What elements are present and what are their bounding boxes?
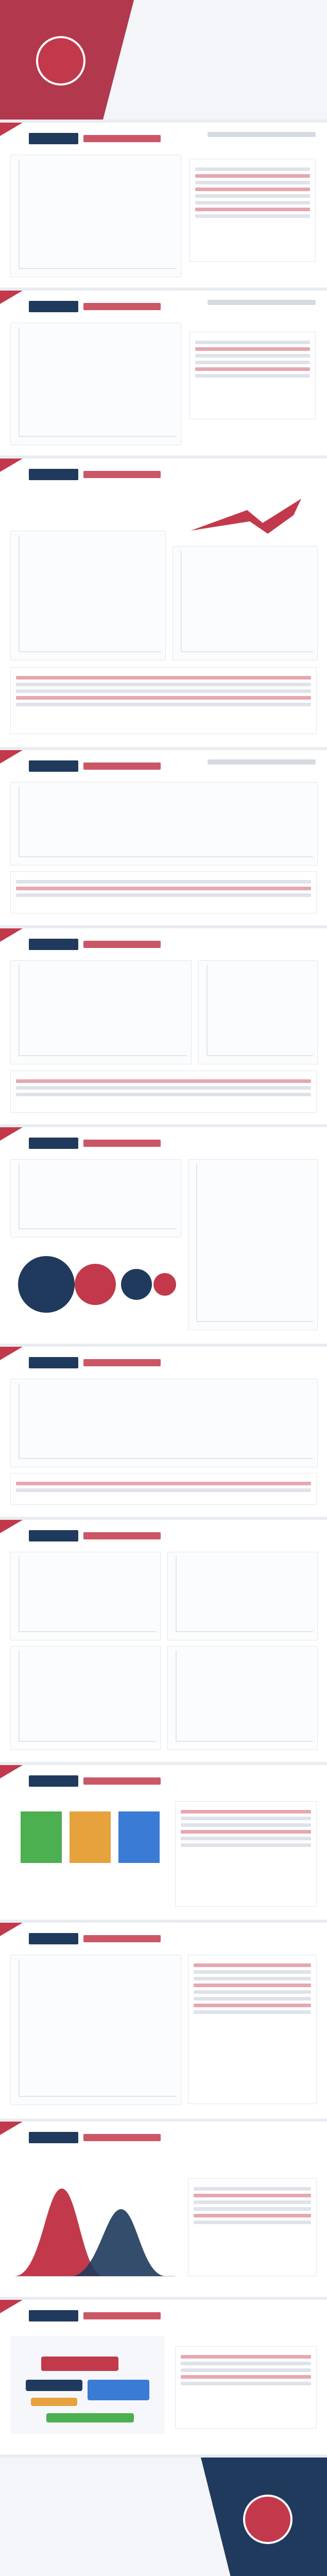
chart-panel (188, 1159, 318, 1330)
chart-panel (10, 323, 181, 445)
slide-header (29, 1930, 161, 1947)
slide-header (29, 757, 161, 775)
analysis-text (10, 871, 317, 913)
chart-panel (10, 531, 166, 660)
slide-header (29, 298, 161, 315)
slide-subtitle (83, 1140, 161, 1147)
slide-subtitle (83, 941, 161, 948)
slide-title (29, 939, 78, 950)
analysis-text (10, 667, 317, 734)
slide (0, 2122, 327, 2300)
line-chart (11, 1160, 181, 1237)
slide-subtitle (83, 1935, 161, 1942)
chart-panel (10, 1379, 318, 1467)
slide (0, 1127, 327, 1347)
analysis-text (10, 1473, 317, 1505)
slide-subtitle (83, 471, 161, 478)
analysis-text (10, 1071, 317, 1113)
analysis-text (190, 159, 316, 262)
slide-title (29, 1933, 78, 1944)
cover-graphic (0, 0, 327, 120)
line-chart (11, 961, 191, 1064)
tile (21, 1811, 62, 1863)
slide-header (29, 1527, 161, 1545)
slide-subtitle (83, 1532, 161, 1539)
chart-axis (19, 535, 161, 652)
slide-title (29, 469, 78, 480)
chart-axis (19, 1959, 177, 2096)
slide-note (208, 300, 316, 305)
chart-panel (10, 1159, 181, 1238)
slide (0, 123, 327, 291)
slide (0, 1765, 327, 1923)
bar-chart (11, 783, 317, 865)
slide-header (29, 1772, 161, 1790)
slide-title (29, 2132, 78, 2143)
line-chart (168, 1552, 317, 1640)
line-chart (11, 1379, 317, 1467)
line-chart (11, 323, 181, 445)
slide-title (29, 1530, 78, 1541)
slide (0, 459, 327, 750)
slide-title (29, 1138, 78, 1149)
slide (0, 1923, 327, 2122)
chart-panel (10, 1955, 181, 2105)
mountain-chart (10, 2168, 180, 2286)
chart-axis (176, 1651, 313, 1741)
slide-header (29, 130, 161, 147)
icon-list (175, 1801, 317, 1907)
tile (70, 1811, 111, 1863)
bar-chart (11, 155, 181, 277)
chart-panel (167, 1552, 318, 1640)
chart-panel (10, 155, 181, 277)
slide (0, 291, 327, 459)
chart-axis (19, 1383, 313, 1459)
slide-title (29, 1357, 78, 1368)
chart-panel (167, 1646, 318, 1750)
bar-chart (11, 531, 165, 660)
analysis-text (190, 332, 316, 419)
chart-axis (19, 1556, 156, 1632)
chart-axis (207, 965, 313, 1056)
slide-header (29, 1354, 161, 1371)
bubble-graphic (10, 1243, 180, 1331)
chart-axis (197, 1164, 313, 1321)
slide-subtitle (83, 135, 161, 142)
line-chart (168, 1647, 317, 1750)
line-chart (11, 1955, 181, 2105)
chart-axis (19, 327, 177, 436)
analysis-text (188, 2178, 317, 2276)
chart-panel (10, 1552, 161, 1640)
slide-header (29, 2129, 161, 2146)
chart-axis (19, 787, 313, 857)
chart-panel (10, 960, 192, 1064)
slide-title (29, 133, 78, 144)
slide-title (29, 301, 78, 312)
slide (0, 1347, 327, 1520)
chart-panel (198, 960, 318, 1064)
slide-header (29, 466, 161, 483)
slide-title (29, 2310, 78, 2321)
chart-axis (19, 1164, 177, 1229)
icon-list (188, 1955, 317, 2104)
slide-title (29, 1775, 78, 1787)
chart-axis (19, 159, 177, 268)
chart-axis (19, 1651, 156, 1741)
word-cloud-image (10, 2336, 165, 2434)
chart-panel (10, 782, 318, 866)
slide-subtitle (83, 2312, 161, 2319)
bar-chart (188, 1160, 317, 1330)
slide (0, 2300, 327, 2458)
slide-header (29, 936, 161, 953)
slide-header (29, 1134, 161, 1152)
chart-axis (19, 965, 187, 1056)
tile (118, 1811, 160, 1863)
chart-axis (181, 551, 313, 652)
slide (0, 928, 327, 1127)
slide-subtitle (83, 1359, 161, 1366)
slide-title (29, 760, 78, 772)
bar-chart (199, 961, 317, 1064)
slide-note (208, 759, 316, 765)
analysis-text (175, 2346, 317, 2429)
red-arrow-graphic (185, 495, 309, 541)
slide-subtitle (83, 303, 161, 310)
bar-chart (173, 547, 317, 660)
chart-panel (173, 546, 318, 660)
cover-graphic (0, 2458, 327, 2576)
chart-axis (176, 1556, 313, 1632)
slide-header (29, 2307, 161, 2325)
section-cover-banner (0, 2458, 327, 2576)
slide-subtitle (83, 1777, 161, 1785)
slide (0, 750, 327, 928)
line-chart (11, 1552, 160, 1640)
section-cover-banner (0, 0, 327, 123)
bar-chart (11, 1647, 160, 1750)
slide-note (208, 132, 316, 137)
slide-subtitle (83, 762, 161, 770)
slide (0, 1520, 327, 1765)
slide-subtitle (83, 2134, 161, 2141)
chart-panel (10, 1646, 161, 1750)
